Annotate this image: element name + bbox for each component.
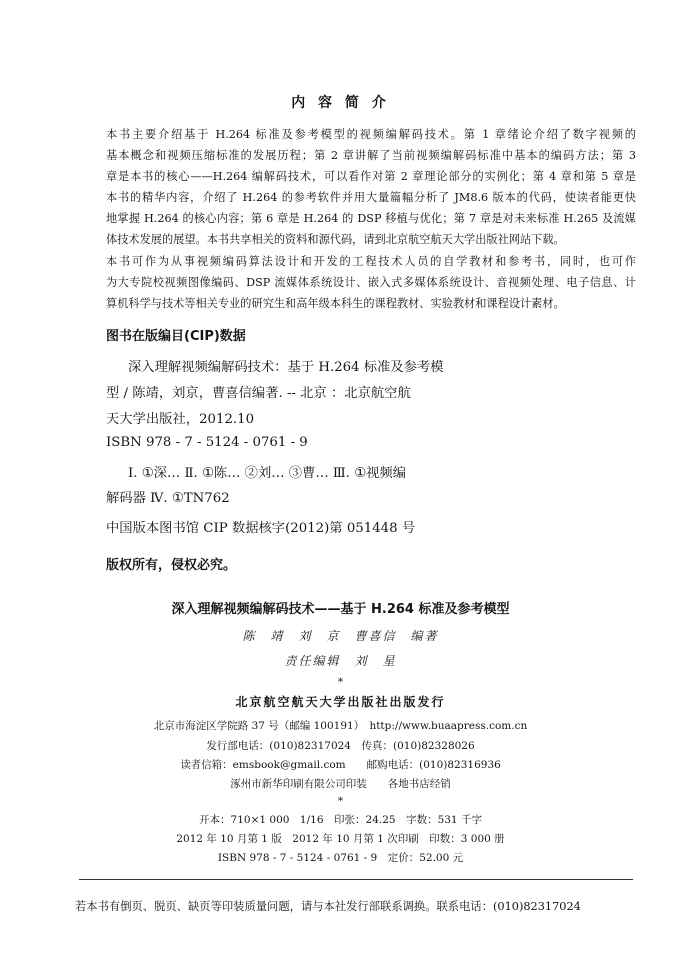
summary-heading: 内 容 简 介 bbox=[291, 95, 390, 111]
summary-paragraph-1 bbox=[106, 124, 636, 250]
summary-line: 地掌握 H.264 的核心内容；第 6 章是 H.264 的 DSP 移植与优化；第 7 章是对未来标准 H.265 及流媒 bbox=[106, 212, 636, 225]
summary-line: 算机科学与技术等相关专业的研究生和高年级本科生的课程教材、实验教材和课程设计素材。 bbox=[106, 297, 565, 310]
summary-paragraph-2 bbox=[106, 251, 636, 314]
cip-isbn: ISBN 978 - 7 - 5124 - 0761 - 9 bbox=[106, 435, 308, 450]
summary-line: 本书的精华内容，介绍了 H.264 的参考软件并用大量篇幅分析了 JM8.6 版本的代码，使读者能更快 bbox=[106, 191, 636, 204]
cip-line: 深入理解视频编解码技术：基于 H.264 标准及参考模 bbox=[128, 360, 444, 375]
summary-line: 基本概念和视频压缩标准的发展历程；第 2 章讲解了当前视频编解码标准中基本的编码方法；第 3 bbox=[106, 149, 636, 162]
separator-star: * bbox=[337, 795, 344, 807]
cip-core-number: 中国版本图书馆 CIP 数据核字(2012)第 051448 号 bbox=[106, 521, 416, 536]
footer-notice: 若本书有倒页、脱页、缺页等印装质量问题，请与本社发行部联系调换。联系电话：(010)82317024 bbox=[75, 900, 581, 913]
cip-heading: 图书在版编目(CIP)数据 bbox=[106, 329, 246, 344]
summary-line: 章是本书的核心——H.264 编解码技术，可以看作对第 2 章理论部分的实例化；第 4 章和第 5 章是 bbox=[106, 170, 636, 183]
cip-classification: Ⅰ. ①深… Ⅱ. ①陈… ②刘… ③曹… Ⅲ. ①视频编 bbox=[128, 466, 407, 481]
cip-classification: 解码器 Ⅳ. ①TN762 bbox=[106, 491, 230, 506]
publisher: 北京航空航天大学出版社出版发行 bbox=[235, 695, 446, 709]
summary-line: 本书主要介绍基于 H.264 标准及参考模型的视频编解码技术。第 1 章绪论介绍了数字视频的 bbox=[106, 128, 636, 141]
cip-line: 型 / 陈靖，刘京，曹喜信编著. -- 北京 ：北京航空航 bbox=[106, 386, 411, 401]
address: 北京市海淀区学院路 37 号（邮编 100191） http://www.buaapress.com.cn bbox=[153, 720, 528, 732]
phone-fax: 发行部电话：(010)82317024 传真：(010)82328026 bbox=[206, 740, 475, 752]
cip-line: 天大学出版社，2012.10 bbox=[106, 412, 255, 427]
summary-line: 本书可作为从事视频编码算法设计和开发的工程技术人员的自学教材和参考书，同时，也可作 bbox=[106, 255, 636, 268]
editor: 责任编辑 刘 星 bbox=[284, 654, 397, 668]
email-mail-order: 读者信箱：emsbook@gmail.com 邮购电话：(010)82316936 bbox=[180, 759, 501, 771]
footer-rule bbox=[79, 879, 633, 880]
separator-star: * bbox=[337, 676, 344, 688]
book-title: 深入理解视频编解码技术——基于 H.264 标准及参考模型 bbox=[171, 602, 510, 617]
summary-line: 为大专院校视频图像编码、DSP 流媒体系统设计、嵌入式多媒体系统设计、音视频处理、电子信息、计 bbox=[106, 276, 636, 289]
summary-line: 体技术发展的展望。本书共享相关的资料和源代码，请到北京航空航天大学出版社网站下载。 bbox=[106, 233, 565, 246]
printer: 涿州市新华印刷有限公司印装 各地书店经销 bbox=[230, 778, 451, 790]
edition-info: 2012 年 10 月第 1 版 2012 年 10 月第 1 次印刷 印数：3 000 册 bbox=[176, 833, 505, 845]
copyright-notice: 版权所有，侵权必究。 bbox=[106, 558, 237, 573]
format-info: 开本：710×1 000 1/16 印张：24.25 字数：531 千字 bbox=[199, 814, 482, 826]
isbn-price: ISBN 978 - 7 - 5124 - 0761 - 9 定价：52.00 元 bbox=[217, 852, 464, 864]
authors: 陈 靖 刘 京 曹喜信 编著 bbox=[242, 629, 439, 643]
